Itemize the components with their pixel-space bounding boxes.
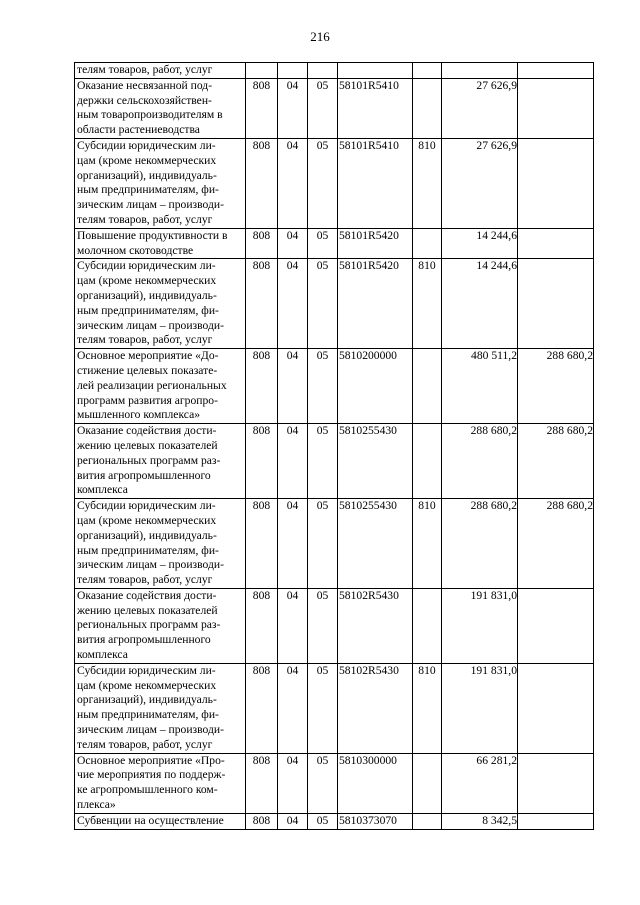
- cell-vr: [413, 78, 442, 138]
- cell-pr: 05: [308, 588, 338, 663]
- table-row: [75, 259, 594, 349]
- cell-name: телям товаров, работ, услуг: [75, 63, 246, 79]
- cell-amount-1: 8 342,5: [442, 813, 518, 829]
- cell-vr: 810: [413, 138, 442, 228]
- budget-table: [74, 62, 594, 830]
- cell-vr: 810: [413, 499, 442, 589]
- cell-csr: 58101R5420: [338, 259, 413, 349]
- table-row: [75, 663, 594, 753]
- cell-vr: 810: [413, 259, 442, 349]
- cell-amount-2: [518, 813, 594, 829]
- cell-amount-1: 191 831,0: [442, 588, 518, 663]
- cell-name: Субсидии юридическим ли- цам (кроме некоммерческих организаций), индивидуаль- ным предпринимателям, фи- зическим лицам – производи- телям товаров, работ, услуг: [75, 138, 246, 228]
- cell-vr: [413, 228, 442, 259]
- cell-csr: 5810255430: [338, 499, 413, 589]
- cell-name: Субсидии юридическим ли- цам (кроме некоммерческих организаций), индивидуаль- ным предпринимателям, фи- зическим лицам – производи- телям товаров, работ, услуг: [75, 259, 246, 349]
- cell-amount-2: [518, 228, 594, 259]
- cell-name: Оказание несвязанной под- держки сельскохозяйствен- ным товаропроизводителям в области растениеводства: [75, 78, 246, 138]
- table-row: [75, 349, 594, 424]
- cell-amount-2: [518, 753, 594, 813]
- cell-gl: 808: [246, 349, 278, 424]
- cell-rz: 04: [278, 813, 308, 829]
- cell-amount-2: [518, 663, 594, 753]
- cell-gl: 808: [246, 138, 278, 228]
- cell-vr: [413, 813, 442, 829]
- cell-pr: 05: [308, 228, 338, 259]
- cell-amount-1: [442, 63, 518, 79]
- cell-amount-1: 27 626,9: [442, 78, 518, 138]
- cell-rz: 04: [278, 259, 308, 349]
- table-row: [75, 424, 594, 499]
- table-body: [75, 63, 594, 830]
- cell-amount-1: 14 244,6: [442, 228, 518, 259]
- cell-rz: 04: [278, 349, 308, 424]
- cell-csr: 5810200000: [338, 349, 413, 424]
- cell-rz: 04: [278, 499, 308, 589]
- table-row: [75, 813, 594, 829]
- cell-pr: 05: [308, 259, 338, 349]
- cell-csr: 58102R5430: [338, 588, 413, 663]
- cell-csr: 5810300000: [338, 753, 413, 813]
- cell-rz: 04: [278, 228, 308, 259]
- cell-amount-1: 14 244,6: [442, 259, 518, 349]
- cell-gl: 808: [246, 753, 278, 813]
- cell-pr: 05: [308, 499, 338, 589]
- cell-vr: [413, 63, 442, 79]
- cell-name: Субвенции на осуществление: [75, 813, 246, 829]
- cell-csr: 5810373070: [338, 813, 413, 829]
- cell-pr: 05: [308, 753, 338, 813]
- cell-rz: 04: [278, 753, 308, 813]
- cell-amount-1: 66 281,2: [442, 753, 518, 813]
- cell-gl: 808: [246, 588, 278, 663]
- cell-amount-2: 288 680,2: [518, 424, 594, 499]
- cell-csr: [338, 63, 413, 79]
- cell-amount-1: 288 680,2: [442, 499, 518, 589]
- cell-csr: 58101R5420: [338, 228, 413, 259]
- cell-rz: 04: [278, 78, 308, 138]
- cell-amount-2: [518, 259, 594, 349]
- cell-gl: 808: [246, 424, 278, 499]
- cell-name: Субсидии юридическим ли- цам (кроме некоммерческих организаций), индивидуаль- ным предпринимателям, фи- зическим лицам – производи- телям товаров, работ, услуг: [75, 663, 246, 753]
- cell-amount-2: [518, 138, 594, 228]
- cell-gl: 808: [246, 259, 278, 349]
- cell-pr: 05: [308, 138, 338, 228]
- cell-vr: [413, 424, 442, 499]
- table-row: [75, 63, 594, 79]
- cell-gl: 808: [246, 78, 278, 138]
- cell-amount-2: 288 680,2: [518, 349, 594, 424]
- table-row: [75, 588, 594, 663]
- page-number: 216: [310, 29, 330, 44]
- cell-gl: [246, 63, 278, 79]
- table-row: [75, 753, 594, 813]
- cell-amount-1: 480 511,2: [442, 349, 518, 424]
- cell-rz: 04: [278, 424, 308, 499]
- cell-gl: 808: [246, 663, 278, 753]
- cell-rz: 04: [278, 663, 308, 753]
- cell-csr: 58102R5430: [338, 663, 413, 753]
- cell-gl: 808: [246, 499, 278, 589]
- cell-name: Повышение продуктивности в молочном скотоводстве: [75, 228, 246, 259]
- cell-amount-2: [518, 78, 594, 138]
- cell-pr: 05: [308, 663, 338, 753]
- cell-vr: [413, 588, 442, 663]
- cell-name: Оказание содействия дости- жению целевых показателей региональных программ раз- вития агропромышленного комплекса: [75, 424, 246, 499]
- cell-vr: [413, 349, 442, 424]
- cell-amount-1: 27 626,9: [442, 138, 518, 228]
- cell-amount-1: 191 831,0: [442, 663, 518, 753]
- cell-pr: 05: [308, 813, 338, 829]
- cell-pr: 05: [308, 349, 338, 424]
- cell-pr: 05: [308, 424, 338, 499]
- cell-pr: 05: [308, 78, 338, 138]
- cell-vr: 810: [413, 663, 442, 753]
- cell-name: Основное мероприятие «До- стижение целевых показате- лей реализации региональных программ развития агропро- мышленного комплекса»: [75, 349, 246, 424]
- cell-amount-2: [518, 588, 594, 663]
- table-row: [75, 228, 594, 259]
- cell-rz: 04: [278, 138, 308, 228]
- cell-name: Субсидии юридическим ли- цам (кроме некоммерческих организаций), индивидуаль- ным предпринимателям, фи- зическим лицам – производи- телям товаров, работ, услуг: [75, 499, 246, 589]
- cell-gl: 808: [246, 813, 278, 829]
- cell-rz: 04: [278, 588, 308, 663]
- table-row: [75, 138, 594, 228]
- cell-csr: 5810255430: [338, 424, 413, 499]
- cell-pr: [308, 63, 338, 79]
- cell-gl: 808: [246, 228, 278, 259]
- cell-name: Оказание содействия дости- жению целевых показателей региональных программ раз- вития агропромышленного комплекса: [75, 588, 246, 663]
- cell-amount-1: 288 680,2: [442, 424, 518, 499]
- cell-name: Основное мероприятие «Про- чие мероприятия по поддерж- ке агропромышленного ком- плекса»: [75, 753, 246, 813]
- cell-csr: 58101R5410: [338, 78, 413, 138]
- cell-amount-2: [518, 63, 594, 79]
- table-row: [75, 499, 594, 589]
- table-row: [75, 78, 594, 138]
- cell-amount-2: 288 680,2: [518, 499, 594, 589]
- cell-rz: [278, 63, 308, 79]
- cell-vr: [413, 753, 442, 813]
- cell-csr: 58101R5410: [338, 138, 413, 228]
